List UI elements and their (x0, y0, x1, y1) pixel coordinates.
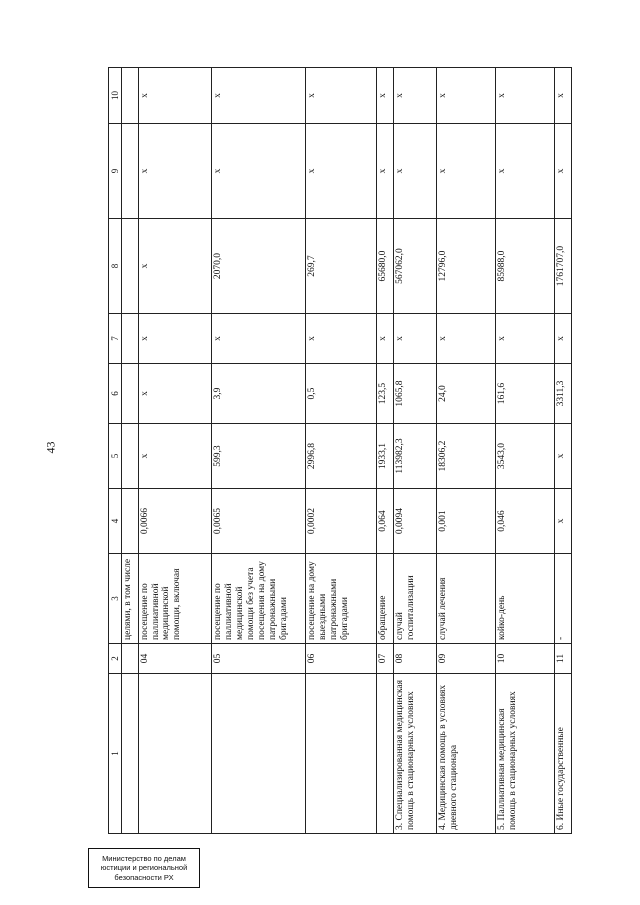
table-cell-col4: 0,0065 (212, 489, 306, 554)
table-cell-col2: 09 (436, 644, 495, 674)
table-cell-col5: 3543,0 (496, 424, 555, 489)
table-cell-col10 (122, 68, 139, 124)
table-cell-col6: 1065,8 (394, 364, 437, 424)
table-cell-col7: х (212, 314, 306, 364)
column-header: 4 (109, 489, 122, 554)
table-row (377, 68, 394, 834)
table-cell-col6: х (138, 364, 212, 424)
table-cell-col9: х (306, 124, 377, 219)
rotated-table-container (108, 68, 572, 834)
table-row (138, 68, 212, 834)
stamp-line: Министерство по делам (102, 853, 186, 863)
table-cell-col10: х (138, 68, 212, 124)
table-cell-col2: 11 (555, 644, 572, 674)
column-header: 7 (109, 314, 122, 364)
table-row (436, 68, 495, 834)
table-cell-col1: 5. Паллиативная медицинская помощь в стационарных условиях (496, 674, 555, 834)
table-cell-col7: х (496, 314, 555, 364)
table-cell-col9: х (436, 124, 495, 219)
table-cell-col3: койко-день (496, 554, 555, 644)
table-cell-col6: 3311,3 (555, 364, 572, 424)
table-cell-col4: 0,0066 (138, 489, 212, 554)
table-cell-col3: случай лечения (436, 554, 495, 644)
column-header: 10 (109, 68, 122, 124)
table-cell-col7: х (138, 314, 212, 364)
table-cell-col9: х (555, 124, 572, 219)
stamp-line: юстиции и региональной (100, 863, 188, 873)
table-cell-col10: х (212, 68, 306, 124)
table-cell-col9: х (138, 124, 212, 219)
table-cell-col7: х (555, 314, 572, 364)
table-cell-col1: 4. Медицинская помощь в условиях дневного стационара (436, 674, 495, 834)
table-cell-col8 (122, 219, 139, 314)
table-cell-col1: 6. Иные государственные (555, 674, 572, 834)
table-cell-col8: 1761707,0 (555, 219, 572, 314)
header-row (109, 68, 122, 834)
table-row (555, 68, 572, 834)
table-cell-col6: 0,5 (306, 364, 377, 424)
column-header: 6 (109, 364, 122, 424)
table-cell-col1 (306, 674, 377, 834)
table-cell-col7: х (436, 314, 495, 364)
table-cell-col2 (122, 644, 139, 674)
column-header: 5 (109, 424, 122, 489)
column-header: 1 (109, 674, 122, 834)
table-cell-col9: х (496, 124, 555, 219)
table-cell-col7: х (394, 314, 437, 364)
table-cell-col8: 269,7 (306, 219, 377, 314)
table-cell-col3: посещение на дому выездными патронажными бригадами (306, 554, 377, 644)
table-row (394, 68, 437, 834)
table-cell-col2: 07 (377, 644, 394, 674)
table-cell-col2: 08 (394, 644, 437, 674)
column-header: 8 (109, 219, 122, 314)
table-cell-col8: х (138, 219, 212, 314)
table-cell-col5: 18306,2 (436, 424, 495, 489)
table-cell-col5 (122, 424, 139, 489)
table-cell-col4: 0,064 (377, 489, 394, 554)
table-cell-col9 (122, 124, 139, 219)
table-cell-col2: 04 (138, 644, 212, 674)
table-cell-col8: 65680,0 (377, 219, 394, 314)
table-cell-col2: 06 (306, 644, 377, 674)
medical-care-table (108, 67, 572, 834)
table-cell-col10: х (555, 68, 572, 124)
table-cell-col8: 12796,0 (436, 219, 495, 314)
table-cell-col10: х (306, 68, 377, 124)
table-cell-col5: 2996,8 (306, 424, 377, 489)
table-cell-col2: 10 (496, 644, 555, 674)
table-cell-col7: х (377, 314, 394, 364)
stamp-line: безопасности РХ (114, 872, 174, 882)
table-row (122, 68, 139, 834)
table-cell-col3: посещение по паллиативной медицинской помощи, включая (138, 554, 212, 644)
table-cell-col3: - (555, 554, 572, 644)
table-cell-col1 (138, 674, 212, 834)
table-cell-col4: 0,001 (436, 489, 495, 554)
table-cell-col4 (122, 489, 139, 554)
table-cell-col9: х (212, 124, 306, 219)
table-cell-col10: х (377, 68, 394, 124)
table-cell-col5: 1933,1 (377, 424, 394, 489)
table-cell-col1: 3. Специализированная медицинская помощь в стационарных условиях (394, 674, 437, 834)
table-cell-col7: х (306, 314, 377, 364)
table-cell-col10: х (436, 68, 495, 124)
table-cell-col9: х (377, 124, 394, 219)
table-cell-col9: х (394, 124, 437, 219)
table-cell-col4: х (555, 489, 572, 554)
table-cell-col1 (122, 674, 139, 834)
table-cell-col5: 113982,3 (394, 424, 437, 489)
table-row (306, 68, 377, 834)
ministry-stamp (88, 848, 200, 888)
column-header: 3 (109, 554, 122, 644)
table-cell-col6: 123,5 (377, 364, 394, 424)
table-cell-col3: посещение по паллиативной медицинской помощи без учета посещения на дому патронажными бригадами (212, 554, 306, 644)
table-cell-col6: 161,6 (496, 364, 555, 424)
table-cell-col1 (377, 674, 394, 834)
table-cell-col5: 599,3 (212, 424, 306, 489)
table-cell-col7 (122, 314, 139, 364)
table-cell-col5: х (555, 424, 572, 489)
table-cell-col4: 0,0002 (306, 489, 377, 554)
table-cell-col8: 2070,0 (212, 219, 306, 314)
table-row (496, 68, 555, 834)
table-cell-col2: 05 (212, 644, 306, 674)
table-cell-col10: х (394, 68, 437, 124)
table-cell-col6: 3,9 (212, 364, 306, 424)
table-cell-col4: 0,046 (496, 489, 555, 554)
table-cell-col8: 567062,0 (394, 219, 437, 314)
table-row (212, 68, 306, 834)
table-cell-col8: 85988,0 (496, 219, 555, 314)
table-cell-col6: 24,0 (436, 364, 495, 424)
table-cell-col6 (122, 364, 139, 424)
table-cell-col1 (212, 674, 306, 834)
table-cell-col3: обращение (377, 554, 394, 644)
table-cell-col4: 0,0094 (394, 489, 437, 554)
column-header: 2 (109, 644, 122, 674)
table-cell-col5: х (138, 424, 212, 489)
table-cell-col3: целями, в том числе (122, 554, 139, 644)
page-number: 43 (43, 441, 58, 454)
column-header: 9 (109, 124, 122, 219)
table-cell-col3: случай госпитализации (394, 554, 437, 644)
table-cell-col10: х (496, 68, 555, 124)
